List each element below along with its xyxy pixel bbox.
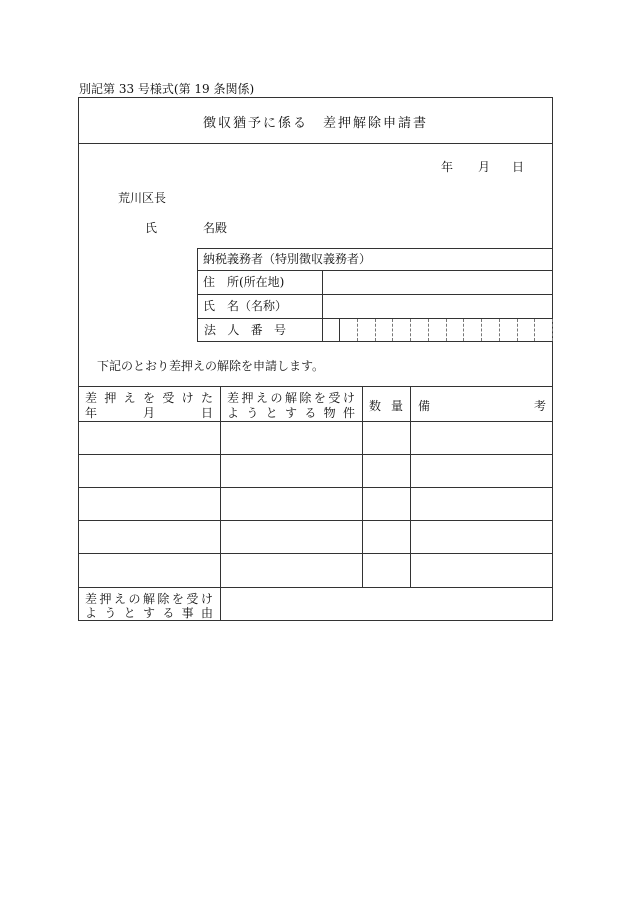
table-row-line: [78, 520, 553, 521]
header-property-line2: よ う と す る 物 件: [227, 406, 355, 420]
table-header-line: [78, 421, 553, 422]
header-seizure-date-line1: 差 押 え を 受 け た: [85, 391, 213, 405]
address-field[interactable]: [324, 271, 552, 293]
taxpayer-label-divider: [322, 270, 323, 342]
statement: 下記のとおり差押えの解除を申請します。: [97, 359, 325, 373]
name-label: 氏 名（名称）: [203, 299, 288, 313]
header-seizure-date-line2: 年 月 日: [85, 406, 213, 420]
corp-number-digit-divider: [446, 319, 447, 341]
applicant-name-prefix: 氏: [145, 221, 158, 235]
corp-number-label: 法 人 番 号: [204, 323, 286, 337]
table-top-line: [78, 386, 553, 387]
table-col-line: [410, 386, 411, 587]
addressee: 荒川区長: [118, 191, 167, 205]
header-property-line1: 差 押 え の 解 除 を 受 け: [227, 391, 355, 405]
corp-number-digit-divider: [375, 319, 376, 341]
corp-number-digit-divider: [392, 319, 393, 341]
table-row-line: [78, 553, 553, 554]
corp-number-digit-divider: [552, 319, 553, 341]
applicant-name-suffix: 名殿: [203, 221, 228, 235]
form-title: 徴収猶予に係る 差押解除申請書: [202, 116, 428, 131]
corp-number-digit-divider: [499, 319, 500, 341]
table-row-line: [78, 487, 553, 488]
date-day-label: 日: [512, 160, 525, 174]
title-divider: [78, 143, 553, 144]
corp-number-digit-divider: [463, 319, 464, 341]
corp-number-digit-divider: [481, 319, 482, 341]
corp-number-digit-divider: [534, 319, 535, 341]
taxpayer-heading: 納税義務者（特別徴収義務者）: [203, 252, 372, 266]
corp-number-digit-divider: [357, 319, 358, 341]
corp-number-digit-divider: [428, 319, 429, 341]
header-quantity: 数 量: [369, 399, 403, 413]
corp-number-digit-divider: [517, 319, 518, 341]
table-row-line: [78, 454, 553, 455]
corp-number-digit-divider: [339, 319, 340, 341]
corp-number-digit-divider: [410, 319, 411, 341]
header-remarks: 備 考: [418, 399, 546, 413]
address-label: 住 所(所在地): [203, 275, 285, 289]
form-reference: 別記第 33 号様式(第 19 条関係): [79, 82, 255, 96]
date-year-label: 年: [441, 160, 454, 174]
name-field[interactable]: [324, 295, 552, 317]
reason-field[interactable]: [222, 589, 552, 619]
table-col-line: [362, 386, 363, 587]
reason-label-line1: 差 押 え の 解 除 を 受 け: [85, 592, 213, 606]
date-month-label: 月: [478, 160, 491, 174]
table-row-line: [78, 587, 553, 588]
table-col-line: [220, 386, 221, 621]
reason-label-line2: よ う と す る 事 由: [85, 606, 213, 620]
